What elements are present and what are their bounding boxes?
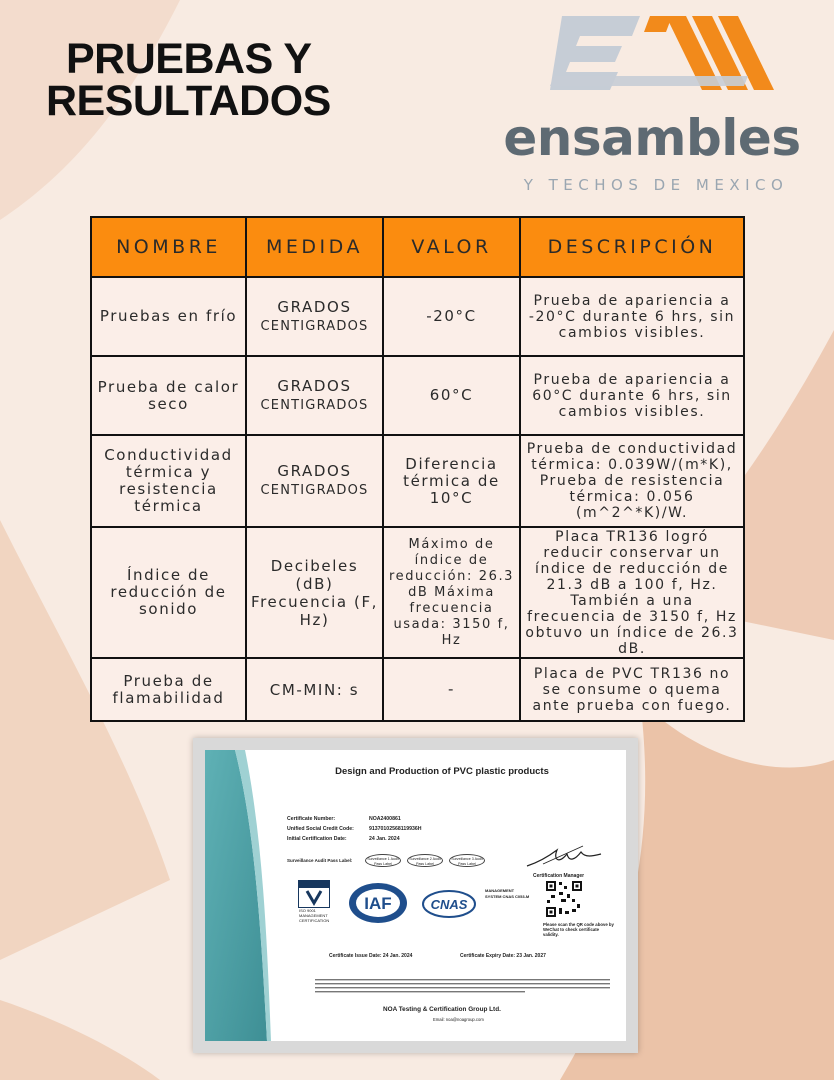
- table-row: [91, 527, 744, 658]
- table-row: [91, 277, 744, 356]
- medida-line-1: GRADOS: [277, 462, 352, 480]
- table-row: [91, 435, 744, 527]
- field-value: NOA2400861: [369, 816, 401, 822]
- cell-nombre: Prueba de calor seco: [91, 356, 246, 435]
- cell-medida: CM-MIN: s: [246, 658, 383, 721]
- results-table: [90, 216, 745, 722]
- medida-line-2: CENTIGRADOS: [260, 397, 369, 413]
- medida-line-1: GRADOS: [277, 297, 352, 316]
- certificate-field: [287, 834, 422, 844]
- logo-mark-icon: [490, 14, 814, 104]
- certificate-title: Design and Production of PVC plastic products: [335, 766, 549, 777]
- signature-label: Certification Manager: [533, 873, 585, 879]
- cnas-logo-icon: [421, 889, 477, 919]
- field-value: 91370102568119936H: [369, 826, 422, 832]
- company-logo: [490, 14, 814, 194]
- field-label: Unified Social Credit Code:: [287, 826, 354, 832]
- cell-valor: -: [383, 658, 520, 721]
- fine-print-lines: [315, 978, 610, 996]
- page-title-line-1: PRUEBAS Y: [66, 35, 312, 83]
- iaf-text: IAF: [364, 894, 392, 913]
- issuer-name: NOA Testing & Certification Group Ltd.: [383, 1006, 501, 1013]
- cell-valor: -20°C: [383, 277, 520, 356]
- field-value: 24 Jan. 2024: [369, 836, 400, 842]
- audit-oval: Surveillance 3 Audit Pass Label: [449, 854, 485, 867]
- cell-descripcion: Prueba de apariencia a -20°C durante 6 hrs, sin cambios visibles.: [520, 277, 744, 356]
- iaf-logo-icon: [347, 881, 409, 925]
- audit-ovals: [365, 854, 485, 867]
- audit-oval: Surveillance 1 Audit Pass Label: [365, 854, 401, 867]
- cnas-text: CNAS: [430, 897, 468, 912]
- cnas-caption: MANAGEMENT SYSTEM CNAS C053-M: [485, 888, 530, 899]
- noa-logo-icon: [298, 880, 330, 908]
- certificate-image: [193, 738, 638, 1053]
- cell-nombre: Índice de reducción de sonido: [91, 527, 246, 658]
- certificate-field: [287, 814, 422, 824]
- header-valor: VALOR: [383, 217, 520, 277]
- certificate-field: [287, 824, 422, 834]
- cell-medida: [246, 277, 383, 356]
- cell-descripcion: Placa TR136 logró reducir conservar un índice de reducción de 21.3 dB a 100 f, Hz. También a una frecuencia de 3150 f, Hz obtuvo un índice de 26.3 dB.: [520, 527, 744, 658]
- certificate-fields: [287, 814, 422, 844]
- header-medida: MEDIDA: [246, 217, 383, 277]
- cell-nombre: Pruebas en frío: [91, 277, 246, 356]
- medida-line-1: GRADOS: [277, 376, 352, 395]
- signature-icon: [523, 842, 603, 872]
- expiry-date: Certificate Expiry Date: 23 Jan. 2027: [460, 953, 546, 959]
- page-title-line-2: RESULTADOS: [46, 77, 331, 125]
- field-label: Certificate Number:: [287, 816, 336, 822]
- table-row: [91, 658, 744, 721]
- table-row: [91, 356, 744, 435]
- cell-valor: 60°C: [383, 356, 520, 435]
- header-nombre: NOMBRE: [91, 217, 246, 277]
- page-title: [46, 35, 331, 125]
- issue-date: Certificate Issue Date: 24 Jan. 2024: [329, 953, 413, 959]
- table-header-row: [91, 217, 744, 277]
- header-descripcion: DESCRIPCIÓN: [520, 217, 744, 277]
- cell-nombre: Conductividad térmica y resistencia térmica: [91, 435, 246, 527]
- medida-line-2: CENTIGRADOS: [260, 483, 369, 498]
- noa-caption: ISO 9001 MANAGEMENT CERTIFICATION: [299, 908, 330, 923]
- issuer-email: Email: noa@noagroup.com: [433, 1017, 484, 1022]
- cell-descripcion: Placa de PVC TR136 no se consume o quema ante prueba con fuego.: [520, 658, 744, 721]
- cell-valor: Máximo de índice de reducción: 26.3 dB Máxima frecuencia usada: 3150 f, Hz: [383, 527, 520, 658]
- qr-code-icon: [545, 880, 583, 918]
- certificate-band: [205, 750, 271, 1041]
- audit-label: Surveillance Audit Pass Label:: [287, 858, 353, 863]
- audit-oval: Surveillance 2 Audit Pass Label: [407, 854, 443, 867]
- certificate-document: [205, 750, 626, 1041]
- cell-descripcion: Prueba de apariencia a 60°C durante 6 hrs, sin cambios visibles.: [520, 356, 744, 435]
- cell-nombre: Prueba de flamabilidad: [91, 658, 246, 721]
- cell-descripcion: Prueba de conductividad térmica: 0.039W/(m*K), Prueba de resistencia térmica: 0.056 (m^2^*K)/W.: [520, 435, 744, 527]
- qr-caption: Please scan the QR code above by WeChat to check certificate validity.: [543, 922, 614, 937]
- field-label: Initial Certification Date:: [287, 836, 347, 842]
- cell-medida: [246, 356, 383, 435]
- cell-medida: [246, 435, 383, 527]
- medida-line-2: CENTIGRADOS: [260, 318, 369, 334]
- cell-medida: Decibeles (dB) Frecuencia (F, Hz): [246, 527, 383, 658]
- logo-tagline: Y TECHOS DE MEXICO: [523, 176, 789, 194]
- cell-valor: Diferencia térmica de 10°C: [383, 435, 520, 527]
- logo-wordmark: ensambles: [503, 109, 801, 167]
